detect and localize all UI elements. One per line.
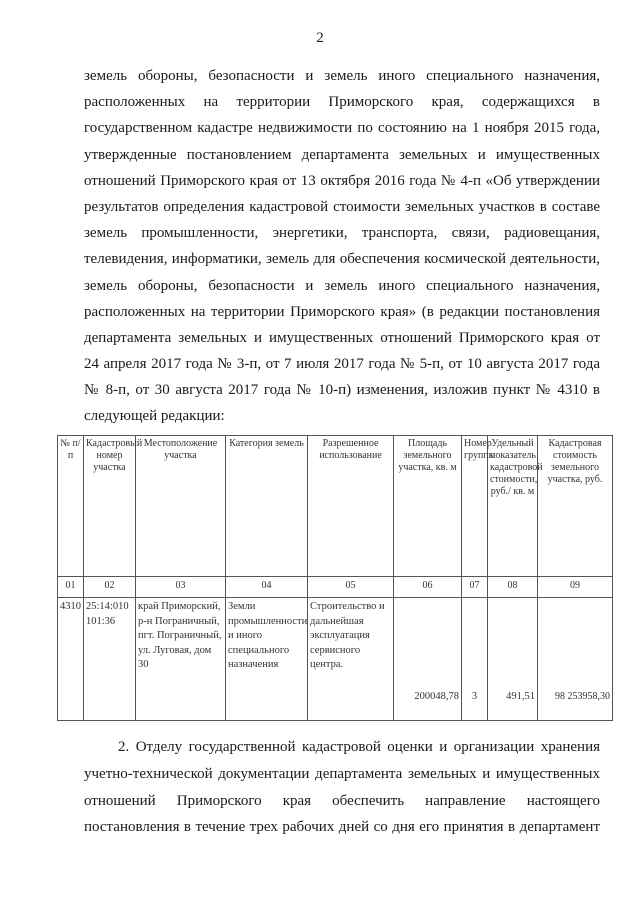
column-number: 08 (488, 577, 538, 598)
column-number: 07 (462, 577, 488, 598)
text-line: государственном кадастре недвижимости по состоянию на 1 ноября 2015 года, (84, 120, 600, 137)
text-line: 24 апреля 2017 года № 3-п, от 7 июля 2017 года № 5-п, от 10 августа 2017 года (84, 356, 600, 373)
header-specific-value: Удельный показатель кадастровой стоимости, руб./ кв. м (488, 436, 538, 577)
text-line: следующей редакции: (84, 408, 225, 425)
cell-category: Земли промышленности и иного специального назначения (226, 598, 308, 721)
header-group: Номер группы (462, 436, 488, 577)
column-number: 06 (394, 577, 462, 598)
cell-area: 200048,78 (394, 598, 462, 721)
text-line: 2. Отделу государственной кадастровой оценки и организации хранения (118, 739, 600, 755)
paragraph-instruction (84, 734, 600, 841)
header-area: Площадь земельного участка, кв. м (394, 436, 462, 577)
cell-specific-value: 491,51 (488, 598, 538, 721)
text-line: № 8-п, от 30 августа 2017 года № 10-п) изменения, изложив пункт № 4310 в (84, 382, 600, 399)
text-line: расположенных на территории Приморского края» (в редакции постановления (84, 303, 600, 320)
text-line: земель промышленности, энергетики, транспорта, связи, радиовещания, (84, 225, 600, 242)
paragraph-amendment (84, 63, 600, 430)
cell-num: 4310 (58, 598, 84, 721)
header-category: Категория земель (226, 436, 308, 577)
header-cadastral-value: Кадастровая стоимость земельного участка, руб. (538, 436, 613, 577)
header-usage: Разрешенное использование (308, 436, 394, 577)
text-line: земель обороны, безопасности и земель иного специального назначения, (84, 277, 600, 294)
cell-cadastral-value: 98 253958,30 (538, 598, 613, 721)
table-row (58, 598, 613, 721)
table-header-row (58, 436, 613, 577)
table-column-numbers-row (58, 577, 613, 598)
column-number: 04 (226, 577, 308, 598)
text-line: утвержденные постановлением департамента земельных и имущественных (84, 146, 600, 163)
text-line: земель обороны, безопасности и земель иного специального назначения, (84, 68, 600, 84)
text-line: постановления в течение трех рабочих дней со дня его принятия в департамент (84, 819, 600, 836)
text-line: учетно-технической документации департамента земельных и имущественных (84, 765, 600, 782)
column-number: 01 (58, 577, 84, 598)
column-number: 03 (136, 577, 226, 598)
text-line: отношений Приморского края от 13 октября 2016 года № 4-п «Об утверждении (84, 172, 600, 189)
cell-location: край Приморский, р-н Пограничный, пгт. Пограничный, ул. Луговая, дом 30 (136, 598, 226, 721)
cell-usage: Строительство и дальнейшая эксплуатация сервисного центра. (308, 598, 394, 721)
cell-cadastral: 25:14:010101:36 (84, 598, 136, 721)
column-number: 05 (308, 577, 394, 598)
cell-group: 3 (462, 598, 488, 721)
text-line: расположенных на территории Приморского края, содержащихся в (84, 94, 600, 111)
text-line: результатов определения кадастровой стоимости земельных участков в составе (84, 198, 600, 215)
text-line: телевидения, информатики, земель для обеспечения космической деятельности, (84, 251, 600, 268)
header-location: Местоположение участка (136, 436, 226, 577)
column-number: 02 (84, 577, 136, 598)
column-number: 09 (538, 577, 613, 598)
header-num: № п/п (58, 436, 84, 577)
page-number: 2 (316, 30, 324, 46)
text-line: департамента земельных и имущественных отношений Приморского края от (84, 329, 600, 346)
text-line: отношений Приморского края обеспечить направление настоящего (84, 792, 600, 809)
header-cadastral: Кадастровый номер участка (84, 436, 136, 577)
cadastral-table (57, 435, 613, 721)
